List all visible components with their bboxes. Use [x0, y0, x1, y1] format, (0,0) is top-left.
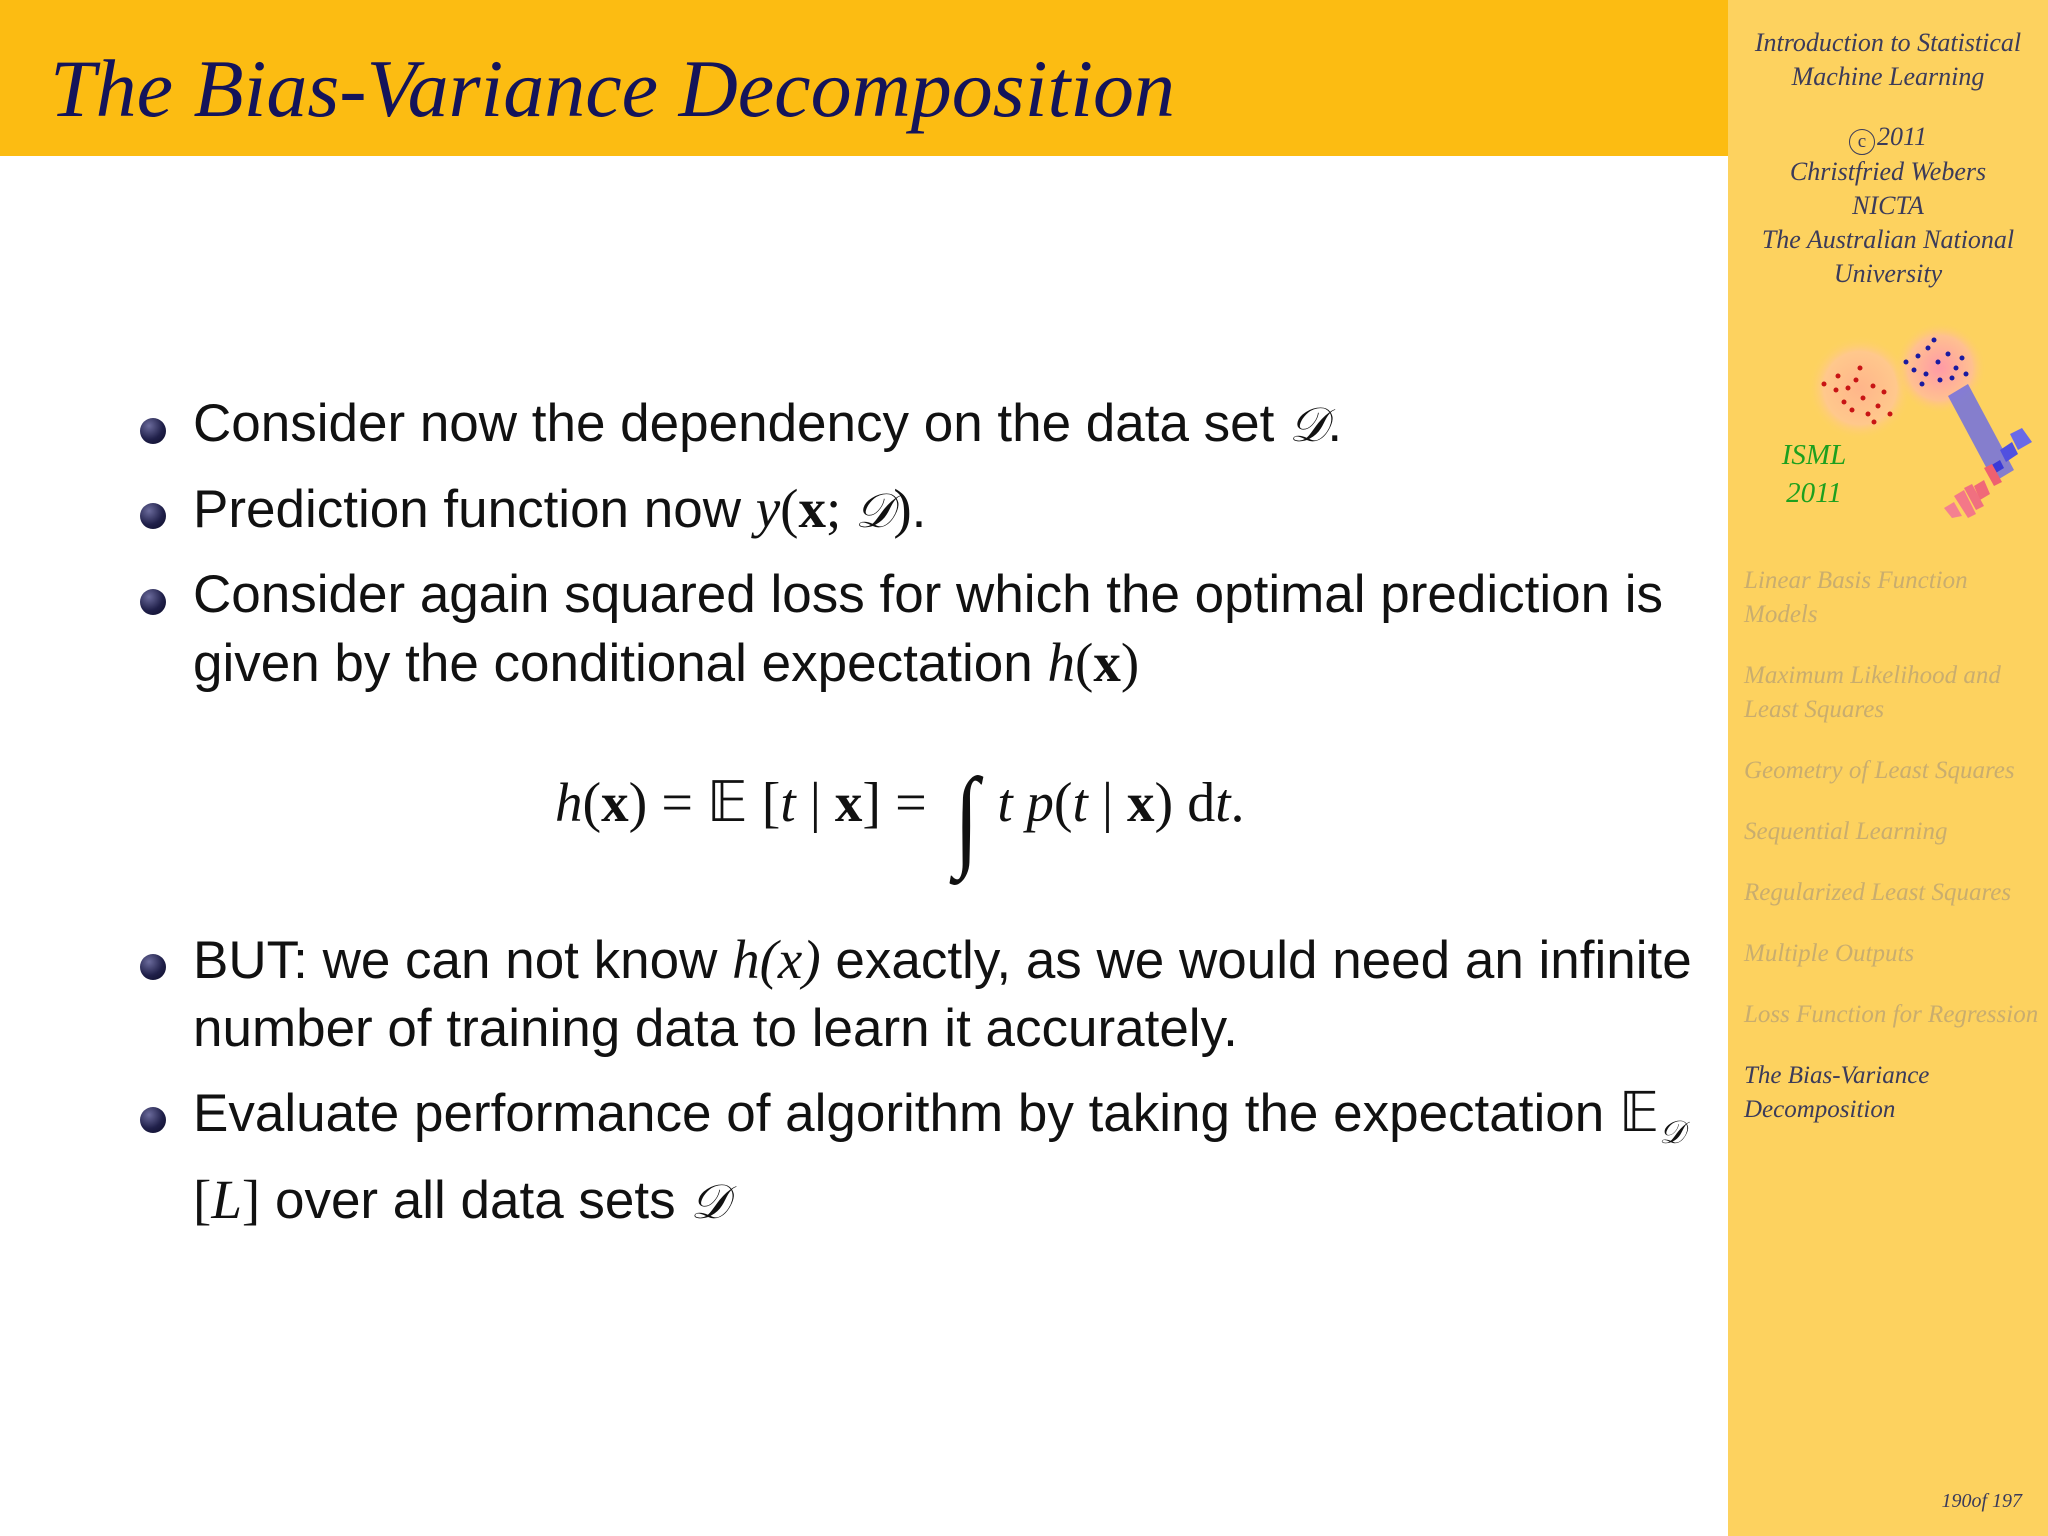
eq-h: h	[555, 772, 583, 833]
nav-item-maximum-likelihood[interactable]: Maximum Likelihood and Least Squares	[1744, 662, 2001, 723]
math-dataset-symbol: 𝒟	[1289, 397, 1328, 453]
eq-bracket: ]	[862, 772, 882, 834]
logo-text	[1764, 436, 1864, 512]
eq-period: .	[1230, 772, 1245, 834]
logo-text-line2: 2011	[1786, 477, 1842, 509]
math-paren: (	[1074, 632, 1094, 693]
punctuation: .	[1327, 394, 1343, 453]
logo-bar-chart	[1944, 384, 2032, 518]
university-line2: University	[1833, 259, 1943, 288]
nav-item-sequential-learning[interactable]: Sequential Learning	[1744, 818, 1948, 845]
eq-bracket: [	[747, 772, 781, 834]
eq-expectation: 𝔼	[706, 772, 748, 834]
math-x-bold: x	[1093, 632, 1121, 693]
math-y: y	[755, 478, 781, 539]
eq-equals: =	[881, 772, 941, 834]
eq-paren: )	[1154, 772, 1174, 834]
eq-paren: (	[582, 772, 602, 834]
copyright-line	[1728, 120, 2048, 155]
math-expectation: 𝔼	[1618, 1082, 1660, 1143]
university-line1: The Australian National	[1761, 225, 2015, 254]
bullet-text: Prediction function now	[193, 480, 756, 539]
eq-bar: |	[795, 772, 835, 834]
eq-equals: =	[647, 772, 707, 834]
math-paren: )	[893, 478, 912, 539]
equation-body	[555, 754, 1244, 883]
math-dataset-symbol: 𝒟	[690, 1174, 729, 1230]
bullet-text: BUT: we can not know	[193, 931, 733, 990]
math-bracket: [	[193, 1169, 212, 1230]
copyright-year: 2011	[1876, 122, 1928, 151]
math-arg: (x)	[759, 929, 821, 990]
organization: NICTA	[1852, 191, 1924, 220]
course-title-line2: Machine Learning	[1791, 62, 1985, 91]
eq-p: p	[1012, 772, 1054, 833]
eq-x-bold: x	[834, 772, 863, 833]
bullet-icon	[140, 589, 166, 615]
section-nav	[1744, 564, 2044, 1154]
eq-x-bold: x	[601, 772, 629, 833]
nav-item-linear-basis-function-models[interactable]: Linear Basis Function Models	[1744, 567, 1968, 628]
logo-circle-left	[1808, 336, 1912, 440]
math-x-bold: x	[798, 478, 826, 539]
copyright-icon: c	[1849, 129, 1875, 155]
math-paren: )	[1120, 632, 1140, 693]
bullet-icon	[140, 1107, 166, 1133]
slide-content	[140, 390, 1700, 1252]
logo-text-line1: ISML	[1781, 439, 1847, 471]
title-bar	[0, 0, 1728, 156]
eq-d: d	[1173, 772, 1216, 834]
page-number: 190of 197	[1941, 1490, 2022, 1512]
bullet-text: over all data sets	[260, 1171, 691, 1230]
nav-item-loss-function[interactable]: Loss Function for Regression	[1744, 1001, 2039, 1028]
math-bracket: ]	[241, 1169, 261, 1230]
author-name: Christfried Webers	[1789, 157, 1987, 186]
eq-t: t	[1072, 772, 1088, 833]
course-title-line1: Introduction to Statistical	[1754, 28, 2022, 57]
bullet-icon	[140, 418, 166, 444]
display-equation	[140, 726, 1700, 886]
bullet-item	[140, 1079, 1700, 1236]
slide-title: The Bias-Variance Decomposition	[50, 43, 1176, 134]
bullet-item	[140, 475, 1700, 545]
bullet-text: Consider now the dependency on the data set	[193, 394, 1290, 453]
math-h: h	[1047, 632, 1075, 693]
sidebar	[1728, 0, 2048, 1536]
punctuation: .	[911, 480, 927, 539]
nav-item-multiple-outputs[interactable]: Multiple Outputs	[1744, 940, 1915, 967]
bullet-item	[140, 561, 1700, 698]
math-semicolon: ;	[825, 478, 855, 539]
math-dataset-symbol: 𝒟	[855, 483, 894, 539]
eq-t: t	[997, 772, 1013, 833]
nav-item-regularized-least-squares[interactable]: Regularized Least Squares	[1744, 879, 2012, 906]
eq-paren: (	[1053, 772, 1073, 834]
bullet-item	[140, 390, 1700, 459]
math-paren: (	[780, 478, 799, 539]
bullet-text: exactly, as we would need an infinite number of training data to learn it accurately.	[193, 931, 1692, 1058]
eq-t: t	[780, 772, 796, 833]
nav-item-geometry-of-least-squares[interactable]: Geometry of Least Squares	[1744, 757, 2015, 784]
eq-t: t	[1215, 772, 1231, 833]
math-h: h	[732, 929, 760, 990]
math-L: L	[211, 1169, 242, 1230]
bullet-icon	[140, 954, 166, 980]
eq-x-bold: x	[1127, 772, 1155, 833]
nav-item-bias-variance[interactable]: The Bias-Variance Decomposition	[1744, 1062, 1930, 1123]
bullet-icon	[140, 503, 166, 529]
course-title	[1728, 26, 2048, 94]
bullet-text: Evaluate performance of algorithm by taking the expectation	[193, 1084, 1619, 1143]
eq-integral: ∫	[953, 756, 979, 880]
eq-paren: )	[628, 772, 648, 834]
eq-bar: |	[1087, 772, 1128, 834]
author-block	[1728, 120, 2048, 291]
bullet-text: Consider again squared loss for which the optimal prediction is given by the conditional expectation	[193, 565, 1664, 693]
math-subscript-dataset: 𝒟	[1659, 1113, 1685, 1151]
bullet-item	[140, 926, 1700, 1063]
